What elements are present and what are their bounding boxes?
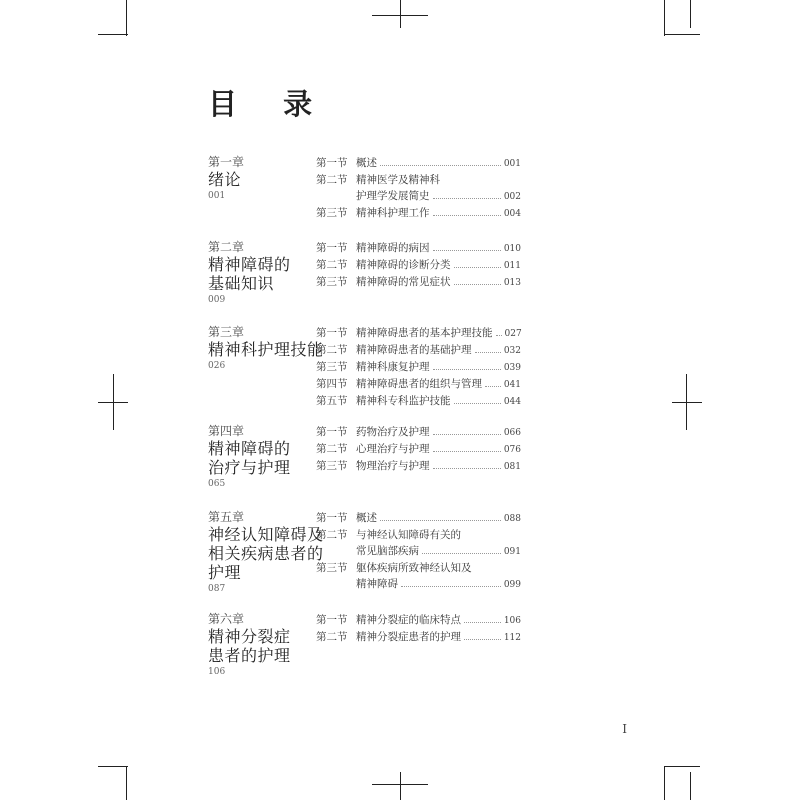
section-number: 第三节	[316, 207, 348, 219]
leader-dots	[454, 284, 501, 285]
section-list	[316, 612, 521, 646]
section-title[interactable]: 精神障碍患者的组织与管理	[356, 378, 482, 390]
section-entry[interactable]	[316, 441, 521, 458]
leader-dots	[464, 639, 501, 640]
leader-dots	[380, 165, 501, 166]
chapter-page: 009	[208, 295, 226, 305]
leader-dots	[433, 434, 501, 435]
section-number: 第三节	[316, 562, 348, 574]
section-list	[316, 240, 521, 291]
section-page: 001	[503, 159, 521, 169]
section-entry[interactable]	[316, 560, 521, 593]
section-title[interactable]: 精神分裂症患者的护理	[356, 631, 461, 643]
section-page: 013	[503, 278, 521, 288]
section-list	[316, 325, 521, 410]
section-page: 044	[503, 397, 521, 407]
chapter-title[interactable]: 精神障碍的 基础知识	[208, 255, 291, 293]
leader-dots	[475, 352, 501, 353]
chapter-entry[interactable]	[208, 155, 521, 219]
chapter-page: 026	[208, 361, 226, 371]
section-title[interactable]: 概述	[356, 157, 377, 169]
section-entry[interactable]	[316, 376, 521, 393]
section-title[interactable]: 常见脑部疾病	[356, 545, 419, 557]
leader-dots	[433, 250, 501, 251]
chapter-number: 第一章	[208, 155, 245, 169]
chapter-number: 第五章	[208, 510, 245, 524]
section-number: 第三节	[316, 276, 348, 288]
leader-dots	[454, 267, 501, 268]
section-entry[interactable]	[316, 274, 521, 291]
section-entry[interactable]	[316, 325, 521, 342]
section-number: 第一节	[316, 327, 348, 339]
chapter-title[interactable]: 神经认知障碍及 相关疾病患者的 护理	[208, 525, 324, 582]
section-entry[interactable]	[316, 393, 521, 410]
section-entry[interactable]	[316, 359, 521, 376]
section-number: 第二节	[316, 443, 348, 455]
section-title[interactable]: 精神医学及精神科	[356, 174, 440, 186]
page-number: I	[622, 722, 627, 736]
chapter-page: 087	[208, 584, 226, 594]
section-list	[316, 510, 521, 593]
section-page: 091	[503, 547, 521, 557]
section-title[interactable]: 精神科康复护理	[356, 361, 430, 373]
section-entry[interactable]	[316, 612, 521, 629]
section-title[interactable]: 躯体疾病所致神经认知及	[356, 562, 472, 574]
section-title[interactable]: 精神障碍	[356, 578, 398, 590]
section-page: 004	[503, 209, 521, 219]
leader-dots	[433, 451, 501, 452]
section-title[interactable]: 物理治疗与护理	[356, 460, 430, 472]
section-number: 第二节	[316, 529, 348, 541]
section-entry[interactable]	[316, 240, 521, 257]
section-title[interactable]: 精神障碍患者的基本护理技能	[356, 327, 493, 339]
leader-dots	[380, 520, 501, 521]
section-page: 112	[503, 633, 521, 643]
section-page: 039	[503, 363, 521, 373]
section-entry[interactable]	[316, 257, 521, 274]
section-number: 第一节	[316, 157, 348, 169]
leader-dots	[496, 335, 502, 336]
chapter-number: 第六章	[208, 612, 245, 626]
section-number: 第三节	[316, 460, 348, 472]
chapter-page: 106	[208, 667, 226, 677]
section-page: 066	[503, 428, 521, 438]
section-number: 第五节	[316, 395, 348, 407]
section-entry[interactable]	[316, 458, 521, 475]
leader-dots	[454, 403, 501, 404]
section-entry[interactable]	[316, 172, 521, 205]
chapter-title[interactable]: 精神科护理技能	[208, 340, 324, 359]
section-number: 第三节	[316, 361, 348, 373]
section-title[interactable]: 概述	[356, 512, 377, 524]
chapter-title[interactable]: 精神障碍的 治疗与护理	[208, 439, 291, 477]
leader-dots	[433, 369, 501, 370]
section-number: 第二节	[316, 344, 348, 356]
section-title[interactable]: 精神科护理工作	[356, 207, 430, 219]
section-title[interactable]: 护理学发展简史	[356, 190, 430, 202]
section-number: 第一节	[316, 242, 348, 254]
chapter-number: 第二章	[208, 240, 245, 254]
section-entry[interactable]	[316, 342, 521, 359]
section-page: 076	[503, 445, 521, 455]
section-page: 032	[503, 346, 521, 356]
chapter-title[interactable]: 绪论	[208, 170, 242, 189]
section-title[interactable]: 药物治疗及护理	[356, 426, 430, 438]
section-page: 106	[503, 616, 521, 626]
section-entry[interactable]	[316, 527, 521, 560]
chapter-number: 第三章	[208, 325, 245, 339]
chapter-entry[interactable]	[208, 424, 520, 490]
section-title[interactable]: 精神分裂症的临床特点	[356, 614, 461, 626]
section-page: 011	[503, 261, 521, 271]
leader-dots	[464, 622, 501, 623]
leader-dots	[422, 553, 501, 554]
chapter-title[interactable]: 精神分裂症 患者的护理	[208, 627, 291, 665]
page-title: 目 录	[208, 87, 331, 121]
section-page: 041	[503, 380, 521, 390]
section-entry[interactable]	[316, 205, 521, 222]
section-title[interactable]: 精神障碍的病因	[356, 242, 430, 254]
section-page: 027	[504, 329, 522, 339]
leader-dots	[433, 215, 501, 216]
leader-dots	[433, 198, 501, 199]
section-entry[interactable]	[316, 629, 521, 646]
chapter-entry[interactable]	[208, 325, 522, 407]
chapter-number: 第四章	[208, 424, 245, 438]
section-number: 第一节	[316, 512, 348, 524]
section-number: 第二节	[316, 174, 348, 186]
section-entry[interactable]	[316, 155, 521, 172]
section-title[interactable]: 精神障碍患者的基础护理	[356, 344, 472, 356]
section-number: 第二节	[316, 259, 348, 271]
section-title[interactable]: 精神科专科监护技能	[356, 395, 451, 407]
chapter-page: 065	[208, 479, 226, 489]
leader-dots	[433, 468, 501, 469]
section-number: 第一节	[316, 426, 348, 438]
chapter-page: 001	[208, 191, 226, 201]
section-list	[316, 424, 521, 475]
section-page: 088	[503, 514, 521, 524]
section-page: 081	[503, 462, 521, 472]
section-title[interactable]: 心理治疗与护理	[356, 443, 430, 455]
chapter-entry[interactable]	[208, 240, 520, 306]
section-entry[interactable]	[316, 510, 521, 527]
section-entry[interactable]	[316, 424, 521, 441]
leader-dots	[401, 586, 501, 587]
section-title[interactable]: 与神经认知障碍有关的	[356, 529, 461, 541]
leader-dots	[485, 386, 501, 387]
section-number: 第四节	[316, 378, 348, 390]
chapter-entry[interactable]	[208, 612, 520, 678]
section-title[interactable]: 精神障碍的诊断分类	[356, 259, 451, 271]
section-page: 002	[503, 192, 521, 202]
section-page: 010	[503, 244, 521, 254]
section-page: 099	[503, 580, 521, 590]
section-list	[316, 155, 521, 222]
section-title[interactable]: 精神障碍的常见症状	[356, 276, 451, 288]
chapter-entry[interactable]	[208, 510, 520, 595]
section-number: 第一节	[316, 614, 348, 626]
section-number: 第二节	[316, 631, 348, 643]
